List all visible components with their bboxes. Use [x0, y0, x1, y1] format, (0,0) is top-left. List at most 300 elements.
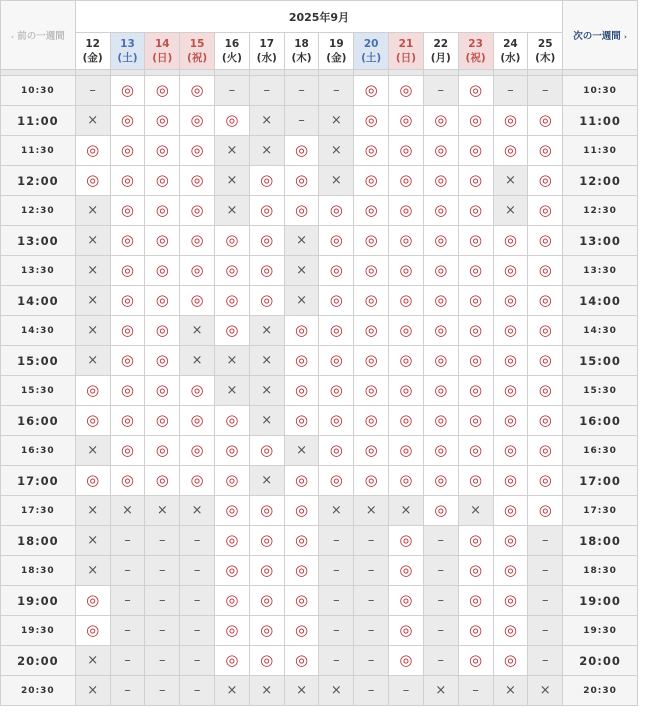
slot-available[interactable]: ◎: [458, 166, 493, 196]
slot-available[interactable]: ◎: [389, 256, 424, 286]
slot-full: ×: [75, 556, 110, 586]
day-weekday: (火): [221, 52, 242, 64]
time-slot-row: [1, 496, 638, 526]
slot-available[interactable]: ◎: [319, 226, 354, 256]
time-slot-row: [1, 166, 638, 196]
slot-available[interactable]: ◎: [528, 166, 563, 196]
slot-available[interactable]: ◎: [284, 316, 319, 346]
slot-available[interactable]: ◎: [389, 436, 424, 466]
slot-available[interactable]: ◎: [528, 226, 563, 256]
slot-available[interactable]: ◎: [458, 256, 493, 286]
slot-available[interactable]: ◎: [319, 316, 354, 346]
slot-available[interactable]: ◎: [389, 406, 424, 436]
slot-unavailable: –: [110, 586, 145, 616]
slot-available[interactable]: ◎: [493, 646, 528, 676]
slot-available[interactable]: ◎: [389, 586, 424, 616]
slot-available[interactable]: ◎: [249, 286, 284, 316]
time-label-left: 18:30: [1, 556, 76, 586]
slot-available[interactable]: ◎: [215, 646, 250, 676]
slot-full: ×: [75, 646, 110, 676]
slot-full: ×: [458, 496, 493, 526]
slot-available[interactable]: ◎: [110, 166, 145, 196]
slot-available[interactable]: ◎: [458, 286, 493, 316]
day-date: 14: [154, 38, 170, 50]
time-slot-row: [1, 526, 638, 556]
slot-available[interactable]: ◎: [528, 406, 563, 436]
slot-available[interactable]: ◎: [493, 106, 528, 136]
slot-available[interactable]: ◎: [145, 106, 180, 136]
slot-available[interactable]: ◎: [319, 436, 354, 466]
time-label-right: 14:00: [563, 286, 638, 316]
time-slot-row: [1, 616, 638, 646]
slot-available[interactable]: ◎: [458, 406, 493, 436]
time-label-left: 15:00: [1, 346, 76, 376]
slot-available[interactable]: ◎: [458, 376, 493, 406]
slot-full: ×: [319, 106, 354, 136]
day-weekday: (祝): [465, 52, 486, 64]
slot-available[interactable]: ◎: [528, 316, 563, 346]
slot-full: ×: [493, 196, 528, 226]
slot-available[interactable]: ◎: [215, 556, 250, 586]
time-label-right: 19:30: [563, 616, 638, 646]
day-date: 20: [363, 38, 379, 50]
slot-available[interactable]: ◎: [180, 226, 215, 256]
slot-available[interactable]: ◎: [528, 256, 563, 286]
day-date: 15: [189, 38, 205, 50]
slot-unavailable: –: [249, 76, 284, 106]
slot-full: ×: [249, 136, 284, 166]
slot-available[interactable]: ◎: [215, 226, 250, 256]
slot-available[interactable]: ◎: [145, 166, 180, 196]
slot-available[interactable]: ◎: [110, 376, 145, 406]
slot-full: ×: [284, 436, 319, 466]
slot-unavailable: –: [284, 76, 319, 106]
slot-full: ×: [249, 466, 284, 496]
slot-available[interactable]: ◎: [354, 226, 389, 256]
slot-available[interactable]: ◎: [423, 376, 458, 406]
time-label-right: 12:30: [563, 196, 638, 226]
slot-available[interactable]: ◎: [249, 616, 284, 646]
slot-available[interactable]: ◎: [180, 136, 215, 166]
chevron-left-icon: ‹: [11, 33, 14, 41]
slot-available[interactable]: ◎: [458, 346, 493, 376]
slot-available[interactable]: ◎: [354, 256, 389, 286]
slot-available[interactable]: ◎: [284, 346, 319, 376]
slot-full: ×: [75, 196, 110, 226]
time-label-right: 16:30: [563, 436, 638, 466]
next-week-label: 次の一週間: [573, 31, 621, 42]
slot-available[interactable]: ◎: [423, 256, 458, 286]
slot-available[interactable]: ◎: [493, 256, 528, 286]
slot-available[interactable]: ◎: [458, 436, 493, 466]
slot-available[interactable]: ◎: [458, 316, 493, 346]
slot-available[interactable]: ◎: [389, 226, 424, 256]
slot-available[interactable]: ◎: [145, 226, 180, 256]
time-slot-row: [1, 676, 638, 706]
day-header: [284, 33, 319, 70]
prev-week-button[interactable]: [1, 1, 76, 70]
slot-unavailable: –: [528, 556, 563, 586]
slot-available[interactable]: ◎: [354, 286, 389, 316]
day-header: [249, 33, 284, 70]
slot-available[interactable]: ◎: [145, 256, 180, 286]
slot-available[interactable]: ◎: [180, 376, 215, 406]
slot-available[interactable]: ◎: [389, 466, 424, 496]
slot-unavailable: –: [145, 676, 180, 706]
next-week-button[interactable]: [563, 1, 638, 70]
slot-full: ×: [249, 676, 284, 706]
slot-available[interactable]: ◎: [284, 136, 319, 166]
day-date: 25: [537, 38, 553, 50]
time-label-left: 12:30: [1, 196, 76, 226]
time-label-right: 10:30: [563, 76, 638, 106]
day-header: [493, 33, 528, 70]
slot-unavailable: –: [180, 676, 215, 706]
slot-available[interactable]: ◎: [75, 466, 110, 496]
slot-available[interactable]: ◎: [284, 556, 319, 586]
slot-available[interactable]: ◎: [389, 556, 424, 586]
slot-available[interactable]: ◎: [215, 106, 250, 136]
slot-available[interactable]: ◎: [389, 106, 424, 136]
day-date: 23: [468, 38, 483, 50]
slot-unavailable: –: [180, 646, 215, 676]
slot-available[interactable]: ◎: [215, 256, 250, 286]
slot-available[interactable]: ◎: [493, 496, 528, 526]
slot-available[interactable]: ◎: [423, 316, 458, 346]
slot-available[interactable]: ◎: [493, 466, 528, 496]
slot-available[interactable]: ◎: [354, 196, 389, 226]
slot-available[interactable]: ◎: [423, 136, 458, 166]
slot-available[interactable]: ◎: [110, 316, 145, 346]
slot-available[interactable]: ◎: [145, 286, 180, 316]
slot-available[interactable]: ◎: [493, 376, 528, 406]
slot-available[interactable]: ◎: [145, 196, 180, 226]
slot-available[interactable]: ◎: [110, 256, 145, 286]
slot-unavailable: –: [389, 676, 424, 706]
slot-unavailable: –: [528, 526, 563, 556]
slot-available[interactable]: ◎: [458, 76, 493, 106]
slot-available[interactable]: ◎: [249, 436, 284, 466]
day-header: [75, 33, 110, 70]
slot-available[interactable]: ◎: [493, 136, 528, 166]
slot-unavailable: –: [110, 616, 145, 646]
slot-available[interactable]: ◎: [458, 196, 493, 226]
slot-available[interactable]: ◎: [284, 526, 319, 556]
slot-available[interactable]: ◎: [493, 436, 528, 466]
slot-available[interactable]: ◎: [110, 136, 145, 166]
slot-available[interactable]: ◎: [215, 466, 250, 496]
slot-available[interactable]: ◎: [249, 496, 284, 526]
slot-available[interactable]: ◎: [528, 376, 563, 406]
slot-available[interactable]: ◎: [145, 316, 180, 346]
slot-unavailable: –: [458, 676, 493, 706]
slot-available[interactable]: ◎: [145, 406, 180, 436]
slot-available[interactable]: ◎: [354, 316, 389, 346]
slot-unavailable: –: [354, 676, 389, 706]
slot-available[interactable]: ◎: [180, 76, 215, 106]
time-label-left: 14:30: [1, 316, 76, 346]
time-slot-row: [1, 316, 638, 346]
slot-available[interactable]: ◎: [423, 166, 458, 196]
slot-available[interactable]: ◎: [110, 406, 145, 436]
slot-available[interactable]: ◎: [354, 466, 389, 496]
slot-available[interactable]: ◎: [423, 406, 458, 436]
slot-available[interactable]: ◎: [389, 526, 424, 556]
slot-available[interactable]: ◎: [423, 346, 458, 376]
time-slot-row: [1, 286, 638, 316]
slot-available[interactable]: ◎: [249, 556, 284, 586]
slot-available[interactable]: ◎: [75, 136, 110, 166]
slot-available[interactable]: ◎: [354, 406, 389, 436]
slot-available[interactable]: ◎: [389, 376, 424, 406]
slot-full: ×: [249, 346, 284, 376]
slot-available[interactable]: ◎: [528, 196, 563, 226]
slot-available[interactable]: ◎: [528, 496, 563, 526]
slot-available[interactable]: ◎: [284, 466, 319, 496]
slot-available[interactable]: ◎: [493, 586, 528, 616]
slot-available[interactable]: ◎: [249, 196, 284, 226]
slot-available[interactable]: ◎: [493, 346, 528, 376]
slot-available[interactable]: ◎: [528, 466, 563, 496]
slot-available[interactable]: ◎: [180, 196, 215, 226]
slot-available[interactable]: ◎: [458, 226, 493, 256]
time-label-right: 18:30: [563, 556, 638, 586]
slot-available[interactable]: ◎: [249, 586, 284, 616]
slot-available[interactable]: ◎: [319, 196, 354, 226]
slot-full: ×: [319, 496, 354, 526]
slot-available[interactable]: ◎: [110, 106, 145, 136]
slot-available[interactable]: ◎: [249, 646, 284, 676]
slot-available[interactable]: ◎: [319, 406, 354, 436]
chevron-right-icon: ›: [624, 33, 627, 41]
slot-full: ×: [249, 316, 284, 346]
slot-available[interactable]: ◎: [215, 526, 250, 556]
time-label-left: 18:00: [1, 526, 76, 556]
slot-full: ×: [423, 676, 458, 706]
slot-available[interactable]: ◎: [215, 586, 250, 616]
slot-available[interactable]: ◎: [389, 286, 424, 316]
slot-available[interactable]: ◎: [75, 586, 110, 616]
slot-available[interactable]: ◎: [145, 76, 180, 106]
time-slot-row: [1, 376, 638, 406]
slot-available[interactable]: ◎: [180, 256, 215, 286]
slot-available[interactable]: ◎: [215, 616, 250, 646]
slot-unavailable: –: [354, 646, 389, 676]
slot-available[interactable]: ◎: [215, 496, 250, 526]
slot-unavailable: –: [110, 646, 145, 676]
slot-available[interactable]: ◎: [284, 166, 319, 196]
slot-available[interactable]: ◎: [354, 76, 389, 106]
slot-full: ×: [215, 196, 250, 226]
slot-unavailable: –: [354, 616, 389, 646]
slot-available[interactable]: ◎: [180, 436, 215, 466]
slot-unavailable: –: [284, 106, 319, 136]
slot-available[interactable]: ◎: [249, 166, 284, 196]
time-slot-row: [1, 586, 638, 616]
slot-unavailable: –: [319, 526, 354, 556]
slot-available[interactable]: ◎: [145, 436, 180, 466]
slot-available[interactable]: ◎: [528, 106, 563, 136]
slot-available[interactable]: ◎: [354, 376, 389, 406]
day-date: 17: [259, 38, 275, 50]
slot-available[interactable]: ◎: [75, 616, 110, 646]
slot-available[interactable]: ◎: [319, 376, 354, 406]
slot-full: ×: [75, 676, 110, 706]
slot-available[interactable]: ◎: [284, 646, 319, 676]
slot-available[interactable]: ◎: [145, 376, 180, 406]
slot-available[interactable]: ◎: [110, 286, 145, 316]
slot-available[interactable]: ◎: [493, 406, 528, 436]
slot-available[interactable]: ◎: [458, 136, 493, 166]
slot-available[interactable]: ◎: [528, 346, 563, 376]
slot-available[interactable]: ◎: [528, 286, 563, 316]
slot-available[interactable]: ◎: [319, 466, 354, 496]
day-weekday: (木): [291, 52, 312, 64]
time-label-right: 15:00: [563, 346, 638, 376]
slot-unavailable: –: [180, 526, 215, 556]
slot-unavailable: –: [145, 646, 180, 676]
slot-available[interactable]: ◎: [284, 496, 319, 526]
slot-available[interactable]: ◎: [423, 436, 458, 466]
slot-available[interactable]: ◎: [284, 586, 319, 616]
slot-available[interactable]: ◎: [458, 556, 493, 586]
slot-available[interactable]: ◎: [75, 376, 110, 406]
slot-available[interactable]: ◎: [284, 616, 319, 646]
slot-unavailable: –: [493, 76, 528, 106]
slot-full: ×: [215, 136, 250, 166]
slot-available[interactable]: ◎: [354, 106, 389, 136]
slot-available[interactable]: ◎: [319, 346, 354, 376]
slot-available[interactable]: ◎: [354, 166, 389, 196]
time-label-right: 18:00: [563, 526, 638, 556]
slot-available[interactable]: ◎: [249, 256, 284, 286]
slot-available[interactable]: ◎: [389, 316, 424, 346]
slot-available[interactable]: ◎: [319, 256, 354, 286]
slot-available[interactable]: ◎: [458, 646, 493, 676]
slot-unavailable: –: [319, 616, 354, 646]
slot-available[interactable]: ◎: [180, 406, 215, 436]
slot-available[interactable]: ◎: [423, 196, 458, 226]
slot-full: ×: [110, 496, 145, 526]
slot-available[interactable]: ◎: [423, 286, 458, 316]
slot-available[interactable]: ◎: [423, 106, 458, 136]
slot-available[interactable]: ◎: [75, 406, 110, 436]
slot-available[interactable]: ◎: [389, 646, 424, 676]
slot-available[interactable]: ◎: [354, 136, 389, 166]
slot-available[interactable]: ◎: [493, 316, 528, 346]
time-slot-row: [1, 136, 638, 166]
slot-available[interactable]: ◎: [493, 616, 528, 646]
slot-available[interactable]: ◎: [458, 586, 493, 616]
slot-available[interactable]: ◎: [110, 226, 145, 256]
slot-available[interactable]: ◎: [249, 226, 284, 256]
slot-available[interactable]: ◎: [75, 166, 110, 196]
slot-available[interactable]: ◎: [110, 196, 145, 226]
slot-available[interactable]: ◎: [493, 526, 528, 556]
day-weekday: (金): [82, 52, 103, 64]
slot-available[interactable]: ◎: [389, 616, 424, 646]
slot-available[interactable]: ◎: [389, 166, 424, 196]
time-label-right: 17:30: [563, 496, 638, 526]
slot-available[interactable]: ◎: [215, 436, 250, 466]
slot-available[interactable]: ◎: [215, 406, 250, 436]
day-header: [180, 33, 215, 70]
slot-available[interactable]: ◎: [389, 196, 424, 226]
slot-available[interactable]: ◎: [528, 436, 563, 466]
slot-available[interactable]: ◎: [389, 136, 424, 166]
slot-available[interactable]: ◎: [145, 466, 180, 496]
slot-available[interactable]: ◎: [458, 526, 493, 556]
slot-available[interactable]: ◎: [145, 346, 180, 376]
time-label-right: 19:00: [563, 586, 638, 616]
slot-available[interactable]: ◎: [493, 286, 528, 316]
slot-unavailable: –: [354, 556, 389, 586]
slot-full: ×: [284, 256, 319, 286]
slot-available[interactable]: ◎: [110, 466, 145, 496]
slot-full: ×: [215, 346, 250, 376]
slot-full: ×: [215, 376, 250, 406]
slot-available[interactable]: ◎: [110, 436, 145, 466]
time-slot-row: [1, 226, 638, 256]
slot-available[interactable]: ◎: [493, 556, 528, 586]
slot-available[interactable]: ◎: [249, 526, 284, 556]
slot-full: ×: [284, 676, 319, 706]
time-slot-row: [1, 346, 638, 376]
time-label-left: 10:30: [1, 76, 76, 106]
slot-available[interactable]: ◎: [458, 616, 493, 646]
day-header: [110, 33, 145, 70]
day-header: [423, 33, 458, 70]
slot-available[interactable]: ◎: [389, 346, 424, 376]
day-weekday: (水): [500, 52, 521, 64]
slot-unavailable: –: [423, 526, 458, 556]
slot-available[interactable]: ◎: [423, 496, 458, 526]
day-weekday: (祝): [187, 52, 208, 64]
time-label-right: 12:00: [563, 166, 638, 196]
slot-available[interactable]: ◎: [180, 166, 215, 196]
slot-available[interactable]: ◎: [458, 106, 493, 136]
slot-unavailable: –: [180, 586, 215, 616]
slot-available[interactable]: ◎: [180, 466, 215, 496]
slot-unavailable: –: [145, 556, 180, 586]
slot-available[interactable]: ◎: [458, 466, 493, 496]
time-slot-row: [1, 196, 638, 226]
slot-available[interactable]: ◎: [215, 286, 250, 316]
slot-available[interactable]: ◎: [354, 436, 389, 466]
slot-available[interactable]: ◎: [110, 76, 145, 106]
slot-available[interactable]: ◎: [180, 286, 215, 316]
slot-full: ×: [75, 346, 110, 376]
slot-available[interactable]: ◎: [284, 376, 319, 406]
slot-available[interactable]: ◎: [215, 316, 250, 346]
slot-available[interactable]: ◎: [284, 406, 319, 436]
slot-available[interactable]: ◎: [180, 106, 215, 136]
slot-available[interactable]: ◎: [110, 346, 145, 376]
slot-available[interactable]: ◎: [354, 346, 389, 376]
slot-available[interactable]: ◎: [528, 136, 563, 166]
slot-available[interactable]: ◎: [389, 76, 424, 106]
slot-available[interactable]: ◎: [493, 226, 528, 256]
slot-available[interactable]: ◎: [423, 226, 458, 256]
slot-available[interactable]: ◎: [319, 286, 354, 316]
slot-full: ×: [528, 676, 563, 706]
day-header: [145, 33, 180, 70]
slot-available[interactable]: ◎: [284, 196, 319, 226]
day-header: [389, 33, 424, 70]
time-slot-row: [1, 556, 638, 586]
slot-available[interactable]: ◎: [145, 136, 180, 166]
slot-available[interactable]: ◎: [423, 466, 458, 496]
